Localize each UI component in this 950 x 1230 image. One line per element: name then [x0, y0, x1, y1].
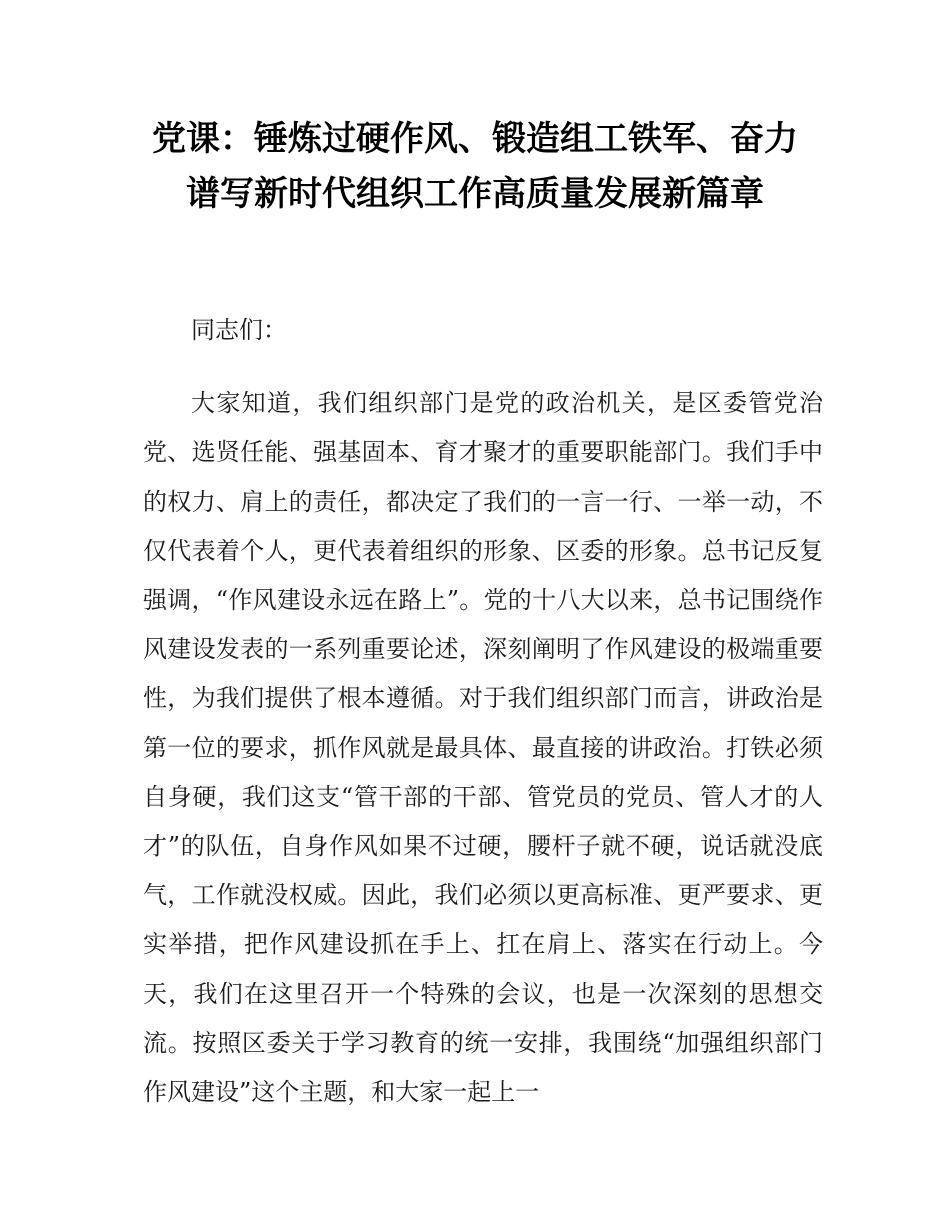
document-title: [100, 112, 850, 222]
greeting: 同志们：: [191, 316, 287, 344]
paragraph-1: 大家知道，我们组织部门是党的政治机关，是区委管党治党、选贤任能、强基固本、育才聚才的重要职能部门。我们手中的权力、肩上的责任，都决定了我们的一言一行、一举一动，不仅代表着个人，更代表着组织的形象、区委的形象。总书记反复强调，“作风建设永远在路上”。党的十八大以来，总书记围绕作风建设发表的一系列重要论述，深刻阐明了作风建设的极端重要性，为我们提供了根本遵循。对于我们组织部门而言，讲政治是第一位的要求，抓作风就是最具体、最直接的讲政治。打铁必须自身硬，我们这支“管干部的干部、管党员的党员、管人才的人才”的队伍，自身作风如果不过硬，腰杆子就不硬，说话就没底气，工作就没权威。因此，我们必须以更高标准、更严要求、更实举措，把作风建设抓在手上、扛在肩上、落实在行动上。今天，我们在这里召开一个特殊的会议，也是一次深刻的思想交流。按照区委关于学习教育的统一安排，我围绕“加强组织部门作风建设”这个主题，和大家一起上一: [143, 389, 823, 1107]
title-line-1: 党课：锤炼过硬作风、锻造组工铁军、奋力: [152, 119, 798, 159]
document-body: [143, 306, 823, 1117]
title-line-2: 谱写新时代组织工作高质量发展新篇章: [186, 174, 764, 214]
